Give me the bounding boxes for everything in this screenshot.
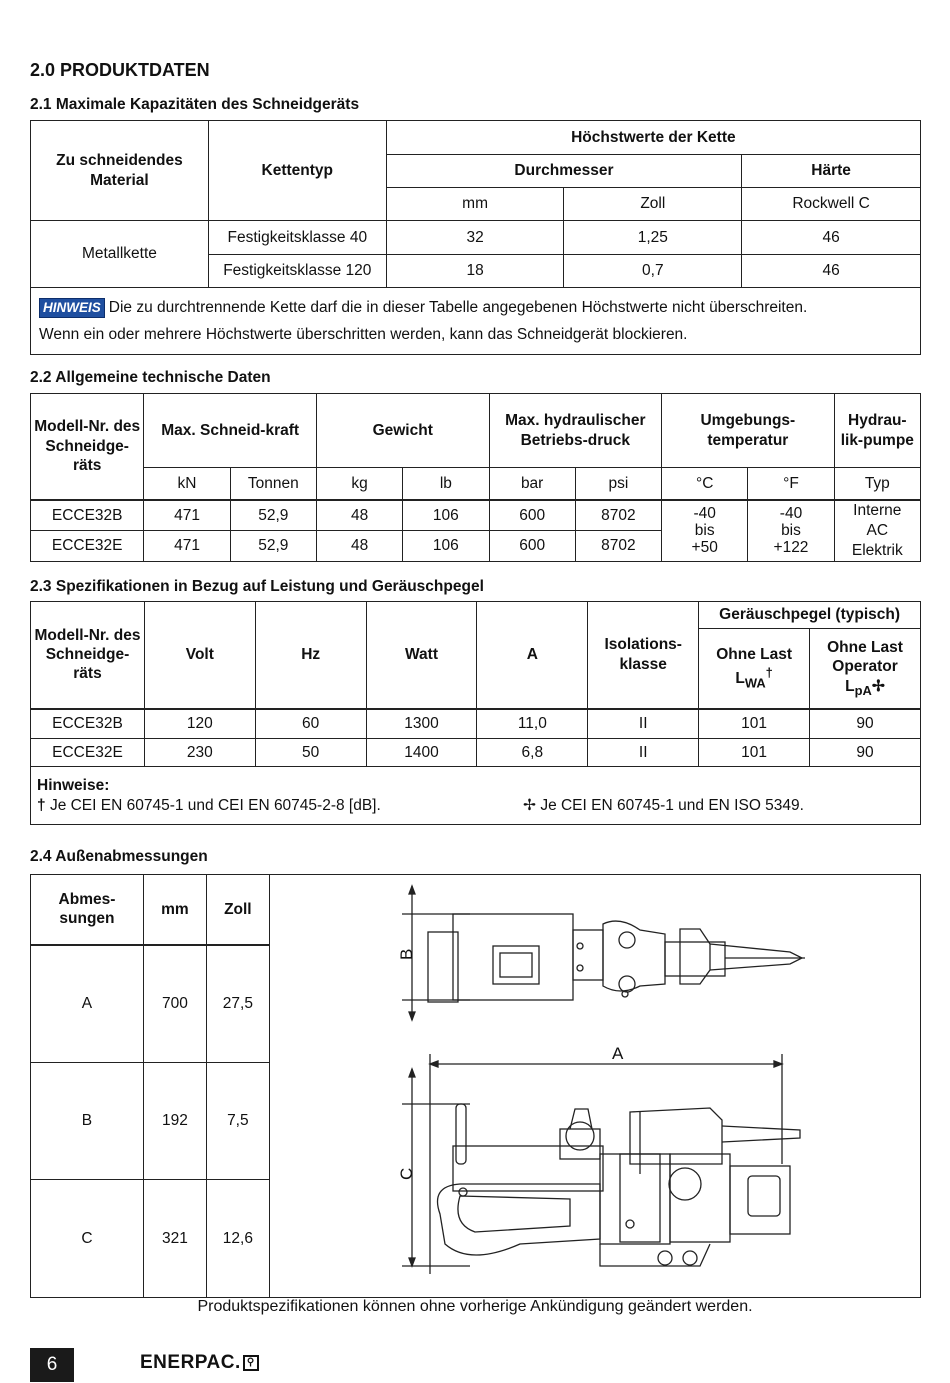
mm-cell: 321 [143, 1180, 206, 1298]
hz-cell: 60 [255, 709, 366, 739]
lwa-subscript: WA [744, 674, 766, 690]
header-lpa [810, 629, 921, 709]
lwa-symbol: L [735, 669, 745, 687]
section-title: 2.0 PRODUKTDATEN [30, 60, 210, 80]
unit-bar: bar [489, 468, 575, 500]
header-diameter: Durchmesser [386, 155, 741, 188]
kg-cell: 48 [316, 500, 402, 531]
mm-cell: 18 [386, 255, 564, 288]
lpa-symbol: L [845, 677, 855, 695]
header-volt: Volt [144, 602, 255, 709]
top-view [397, 886, 805, 1020]
inch-cell: 0,7 [564, 255, 742, 288]
side-view [438, 1104, 801, 1266]
chain-cutter-drawing [270, 874, 920, 1298]
kn-cell: 471 [144, 500, 230, 531]
dimension-c [397, 1069, 470, 1266]
header-pressure: Max. hydraulischer Betriebs-druck [489, 394, 662, 468]
technical-data-table [30, 393, 921, 562]
ampere-cell: 6,8 [477, 739, 588, 767]
ampere-cell: 11,0 [477, 709, 588, 739]
notes-cell [31, 767, 921, 825]
note-1 [37, 796, 381, 816]
pump-line-1: Interne [853, 501, 902, 519]
header-ampere: A [477, 602, 588, 709]
tons-cell: 52,9 [230, 531, 316, 562]
inch-cell: 27,5 [206, 945, 269, 1063]
watt-cell: 1400 [366, 739, 477, 767]
section-2-2-title: 2.2 Allgemeine technische Daten [30, 369, 271, 386]
lb-cell: 106 [403, 500, 489, 531]
unit-psi: psi [575, 468, 661, 500]
header-noise-level: Geräuschpegel (typisch) [699, 602, 921, 629]
class-cell: II [588, 739, 699, 767]
label-c: C [397, 1167, 416, 1180]
brand-text: ENERPAC. [140, 1352, 241, 1373]
notes-title: Hinweise: [37, 776, 110, 794]
section-2-1-title: 2.1 Maximale Kapazitäten des Schneidgeräts [30, 96, 360, 113]
lwa-label: Ohne Last [716, 646, 793, 664]
temp-c-max: +50 [691, 539, 718, 557]
notice-badge: HINWEIS [39, 298, 105, 318]
inch-cell: 1,25 [564, 221, 742, 255]
header-max-values: Höchstwerte der Kette [386, 121, 920, 155]
capacity-table [30, 120, 921, 355]
brand-logo [140, 1352, 259, 1374]
model-cell: ECCE32E [31, 739, 145, 767]
unit-rockwell: Rockwell C [742, 188, 921, 221]
material-cell: Metallkette [31, 221, 209, 288]
model-cell: ECCE32B [31, 709, 145, 739]
header-pump: Hydrau-lik-pumpe [834, 394, 920, 468]
dimension-a [430, 1044, 782, 1274]
temp-c-to: bis [694, 522, 715, 540]
notice-cell [31, 288, 921, 355]
header-hardness: Härte [742, 155, 921, 188]
pump-line-2: AC [866, 521, 889, 539]
header-watt: Watt [366, 602, 477, 709]
temp-f-to: bis [781, 522, 801, 540]
unit-fahrenheit: °F [748, 468, 834, 500]
note-1-text: Je CEI EN 60745-1 und CEI EN 60745-2-8 [dB]. [49, 796, 381, 814]
notice-line-2: Wenn ein oder mehrere Höchstwerte überschritten werden, kann das Schneidgerät blockieren. [39, 326, 688, 343]
lpa-label: Ohne Last Operator [827, 638, 903, 676]
lpa-subscript: pA [854, 682, 872, 698]
unit-kn: kN [144, 468, 230, 500]
unit-inch: Zoll [564, 188, 742, 221]
mm-cell: 700 [143, 945, 206, 1063]
unit-lb: lb [403, 468, 489, 500]
note-2-mark: ✢ [523, 796, 536, 814]
page-number: 6 [30, 1348, 74, 1382]
mm-cell: 32 [386, 221, 564, 255]
unit-type: Typ [834, 468, 920, 500]
lwa-cell: 101 [699, 709, 810, 739]
lpa-cell: 90 [810, 739, 921, 767]
section-2-4-title: 2.4 Außenabmessungen [30, 848, 208, 865]
header-hz: Hz [255, 602, 366, 709]
pump-type-cell [834, 500, 920, 562]
lb-cell: 106 [403, 531, 489, 562]
bar-cell: 600 [489, 500, 575, 531]
unit-celsius: °C [662, 468, 748, 500]
unit-tons: Tonnen [230, 468, 316, 500]
inch-cell: 7,5 [206, 1063, 269, 1180]
dimension-label: C [31, 1180, 144, 1298]
hardness-cell: 46 [742, 221, 921, 255]
header-chain-type: Kettentyp [208, 121, 386, 221]
note-1-mark: † [37, 796, 46, 814]
header-model: Modell-Nr. des Schneidge-räts [31, 602, 145, 709]
chain-type-cell: Festigkeitsklasse 120 [208, 255, 386, 288]
header-weight: Gewicht [316, 394, 489, 468]
header-insulation-class: Isolations-klasse [588, 602, 699, 709]
pump-line-3: Elektrik [851, 541, 903, 559]
temp-celsius-cell [662, 500, 748, 562]
notice-line-1: Die zu durchtrennende Kette darf die in dieser Tabelle angegebenen Höchstwerte nicht überschreiten. [108, 299, 808, 316]
watt-cell: 1300 [366, 709, 477, 739]
tons-cell: 52,9 [230, 500, 316, 531]
lwa-cell: 101 [699, 739, 810, 767]
unit-kg: kg [316, 468, 402, 500]
class-cell: II [588, 709, 699, 739]
lpa-cell: 90 [810, 709, 921, 739]
volt-cell: 230 [144, 739, 255, 767]
label-b: B [397, 948, 416, 960]
volt-cell: 120 [144, 709, 255, 739]
header-dimensions: Abmes-sungen [31, 875, 144, 945]
psi-cell: 8702 [575, 500, 661, 531]
header-model: Modell-Nr. des Schneidge-räts [31, 394, 144, 500]
temp-f-min: -40 [779, 505, 803, 523]
section-2-3-title: 2.3 Spezifikationen in Bezug auf Leistung und Geräuschpegel [30, 578, 484, 595]
kn-cell: 471 [144, 531, 230, 562]
note-2-text: Je CEI EN 60745-1 und EN ISO 5349. [540, 796, 804, 814]
mm-cell: 192 [143, 1063, 206, 1180]
model-cell: ECCE32E [31, 531, 144, 562]
hardness-cell: 46 [742, 255, 921, 288]
hz-cell: 50 [255, 739, 366, 767]
temp-c-min: -40 [693, 505, 716, 523]
inch-cell: 12,6 [206, 1180, 269, 1298]
temp-fahrenheit-cell [748, 500, 834, 562]
header-material: Zu schneidendes Material [31, 121, 209, 221]
header-mm: mm [143, 875, 206, 945]
header-inch: Zoll [206, 875, 269, 945]
note-2 [523, 796, 804, 816]
psi-cell: 8702 [575, 531, 661, 562]
unit-mm: mm [386, 188, 564, 221]
header-lwa [699, 629, 810, 709]
bar-cell: 600 [489, 531, 575, 562]
lpa-mark: ✢ [871, 677, 885, 695]
header-force: Max. Schneid-kraft [144, 394, 317, 468]
label-a: A [612, 1044, 624, 1063]
chain-type-cell: Festigkeitsklasse 40 [208, 221, 386, 255]
footer-note: Produktspezifikationen können ohne vorherige Ankündigung geändert werden. [197, 1298, 753, 1315]
kg-cell: 48 [316, 531, 402, 562]
temp-f-max: +122 [773, 539, 809, 557]
model-cell: ECCE32B [31, 500, 144, 531]
performance-table [30, 601, 921, 825]
header-temperature: Umgebungs-temperatur [662, 394, 835, 468]
dimension-label: A [31, 945, 144, 1063]
lock-icon: ⚲ [243, 1355, 259, 1371]
dimension-label: B [31, 1063, 144, 1180]
lwa-mark: † [765, 664, 773, 680]
